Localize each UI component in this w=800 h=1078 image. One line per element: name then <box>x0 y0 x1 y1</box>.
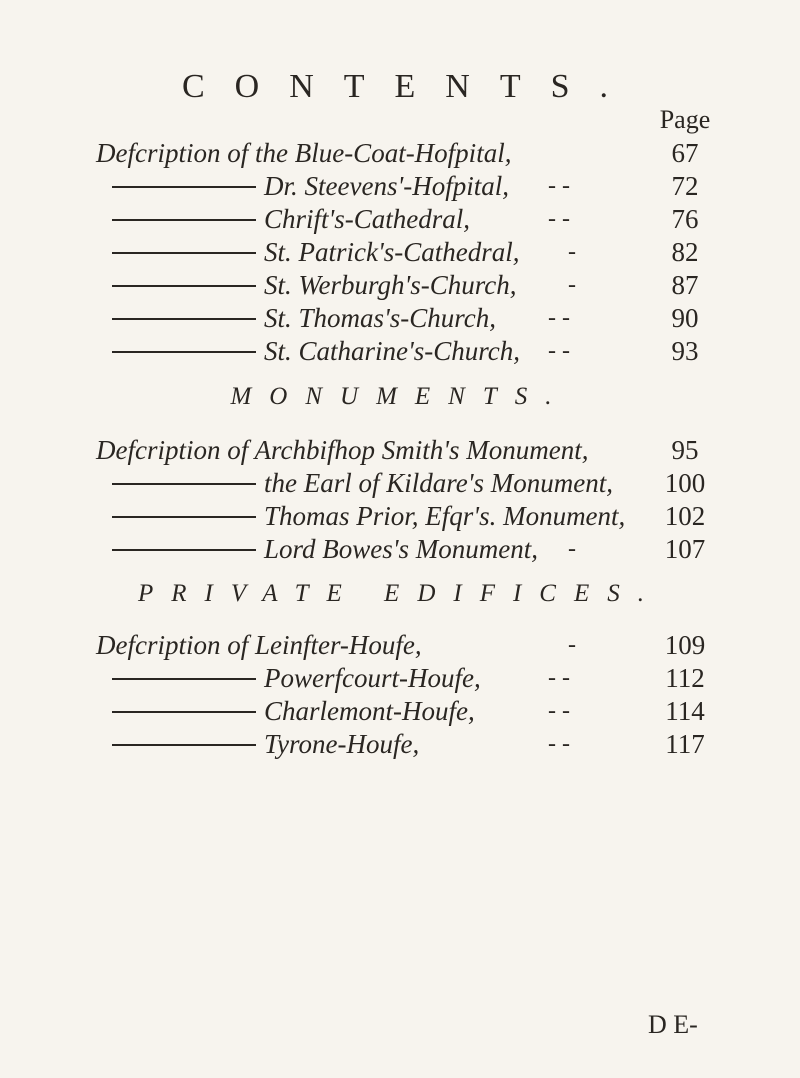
page-column-label: Page <box>659 105 711 134</box>
dash-leader: - <box>568 536 576 562</box>
catchword: D E- <box>648 1010 698 1039</box>
page-number: 100 <box>664 468 706 498</box>
contents-entry <box>0 169 800 203</box>
contents-entry <box>0 727 800 761</box>
contents-entry <box>0 301 800 335</box>
contents-entry <box>0 661 800 695</box>
page-number: 72 <box>671 171 699 201</box>
ditto-rule <box>112 186 256 188</box>
ditto-rule <box>112 549 256 551</box>
entry-title: Defcription of Leinfter-Houfe, <box>96 630 422 660</box>
ditto-rule <box>112 318 256 320</box>
page-number: 90 <box>671 303 699 333</box>
page-number: 117 <box>665 729 705 759</box>
dash-leader: - - <box>548 665 570 691</box>
section-heading: MONUMENTS. <box>230 383 570 410</box>
ditto-rule <box>112 678 256 680</box>
contents-entry <box>0 235 800 269</box>
entry-title: St. Thomas's-Church, <box>264 303 497 333</box>
entry-title: Chrift's-Cathedral, <box>264 204 471 234</box>
contents-entry <box>0 202 800 236</box>
page-number: 82 <box>671 237 699 267</box>
contents-entry <box>0 136 800 170</box>
contents-entry <box>0 334 800 368</box>
contents-entry <box>0 433 800 467</box>
page-number: 102 <box>664 501 706 531</box>
contents-entry <box>0 694 800 728</box>
entry-title: Defcription of Archbifhop Smith's Monument, <box>96 435 589 465</box>
contents-entry <box>0 466 800 500</box>
page-number: 112 <box>665 663 705 693</box>
page-number: 76 <box>671 204 699 234</box>
ditto-rule <box>112 483 256 485</box>
entry-title: Charlemont-Houfe, <box>264 696 475 726</box>
dash-leader: - <box>568 272 576 298</box>
entry-title: St. Patrick's-Cathedral, <box>264 237 520 267</box>
dash-leader: - - <box>548 305 570 331</box>
dash-leader: - - <box>548 206 570 232</box>
page-number: 95 <box>671 435 699 465</box>
page-number: 67 <box>671 138 699 168</box>
contents-entry <box>0 499 800 533</box>
page-number: 93 <box>671 336 699 366</box>
page-number: 109 <box>664 630 706 660</box>
page-title: CONTENTS. <box>181 68 639 105</box>
entry-title: the Earl of Kildare's Monument, <box>264 468 613 498</box>
ditto-rule <box>112 711 256 713</box>
ditto-rule <box>112 252 256 254</box>
entry-title: Defcription of the Blue-Coat-Hofpital, <box>96 138 512 168</box>
ditto-rule <box>112 516 256 518</box>
dash-leader: - - <box>548 173 570 199</box>
contents-entry <box>0 532 800 566</box>
dash-leader: - - <box>548 338 570 364</box>
dash-leader: - - <box>548 731 570 757</box>
contents-entry <box>0 628 800 662</box>
entry-title: St. Werburgh's-Church, <box>264 270 517 300</box>
ditto-rule <box>112 744 256 746</box>
entry-title: Tyrone-Houfe, <box>264 729 420 759</box>
entry-title: Thomas Prior, Efqr's. Monument, <box>264 501 626 531</box>
entry-title: Powerfcourt-Houfe, <box>264 663 481 693</box>
ditto-rule <box>112 351 256 353</box>
page-number: 87 <box>671 270 699 300</box>
dash-leader: - <box>568 632 576 658</box>
ditto-rule <box>112 285 256 287</box>
entry-title: Dr. Steevens'-Hofpital, <box>264 171 509 201</box>
entry-title: Lord Bowes's Monument, <box>264 534 539 564</box>
dash-leader: - - <box>548 698 570 724</box>
ditto-rule <box>112 219 256 221</box>
dash-leader: - <box>568 239 576 265</box>
section-heading: PRIVATE EDIFICES. <box>138 580 662 607</box>
contents-entry <box>0 268 800 302</box>
page-number: 114 <box>665 696 705 726</box>
page-number: 107 <box>664 534 706 564</box>
entry-title: St. Catharine's-Church, <box>264 336 521 366</box>
